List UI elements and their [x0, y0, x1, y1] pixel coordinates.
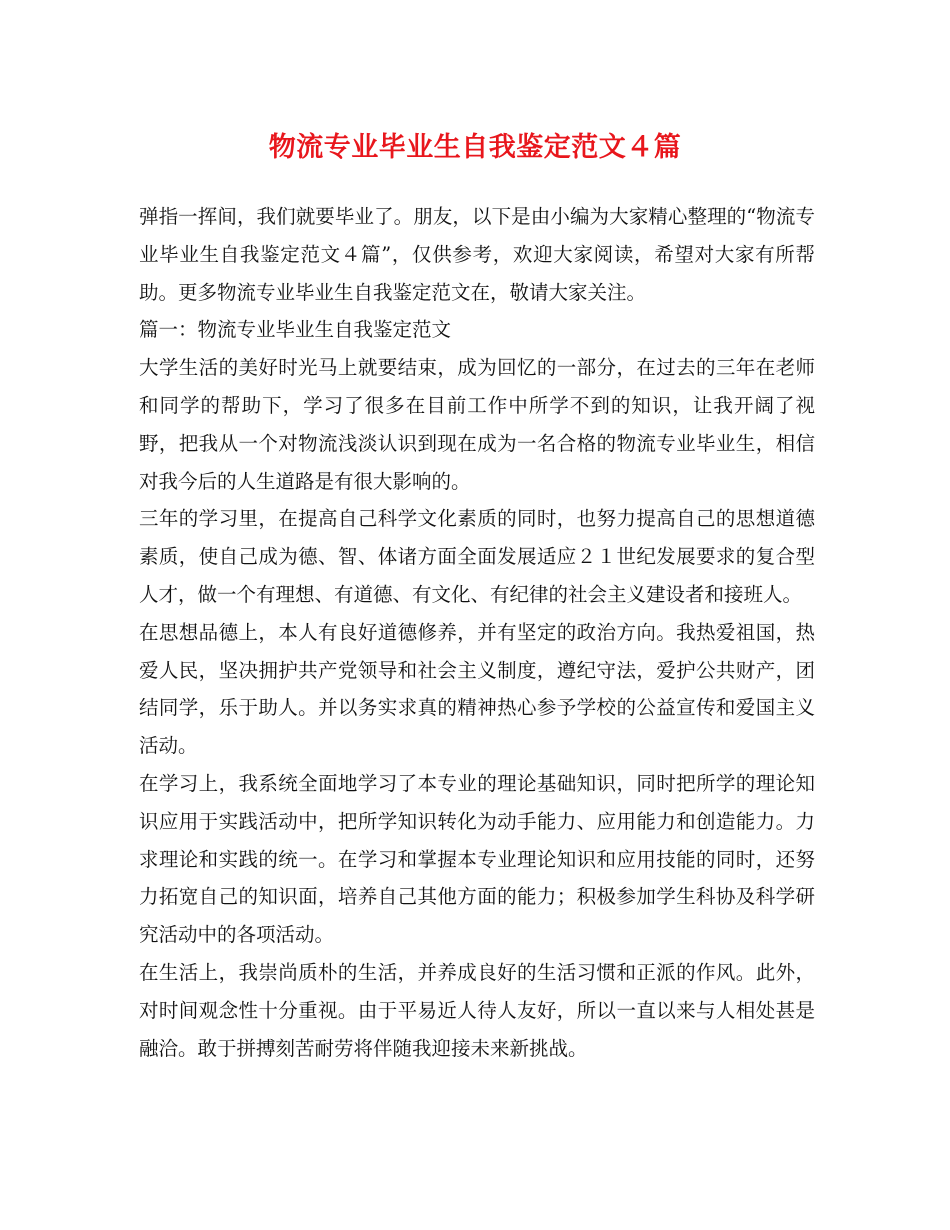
- document-title: 物流专业毕业生自我鉴定范文４篇: [268, 132, 682, 163]
- paragraph-college-life: 大学生活的美好时光马上就要结束，成为回忆的一部分，在过去的三年在老师和同学的帮助下，学习了很多在目前工作中所学不到的知识，让我开阔了视野，把我从一个对物流浅淡认识到现在成为一名合格的物流专业毕业生，相信对我今后的人生道路是有很大影响的。: [139, 356, 815, 493]
- paragraph-life: 在生活上，我崇尚质朴的生活，并养成良好的生活习惯和正派的作风。此外，对时间观念性十分重视。由于平易近人待人友好，所以一直以来与人相处甚是融洽。敢于拼搏刻苦耐劳将伴随我迎接未来新挑战。: [139, 960, 815, 1060]
- paragraph-study: 在学习上，我系统全面地学习了本专业的理论基础知识，同时把所学的理论知识应用于实践活动中，把所学知识转化为动手能力、应用能力和创造能力。力求理论和实践的统一。在学习和掌握本专业理论知识和应用技能的同时，还努力拓宽自己的知识面，培养自己其他方面的能力；积极参加学生科协及科学研究活动中的各项活动。: [139, 771, 815, 947]
- section-heading: 篇一：物流专业毕业生自我鉴定范文: [139, 318, 452, 342]
- paragraph-ideology: 在思想品德上，本人有良好道德修养，并有坚定的政治方向。我热爱祖国，热爱人民，坚决拥护共产党领导和社会主义制度，遵纪守法，爱护公共财产，团结同学，乐于助人。并以务实求真的精神热心参予学校的公益宣传和爱国主义活动。: [139, 620, 815, 758]
- document-body: [139, 198, 815, 1067]
- paragraph-three-years: 三年的学习里，在提高自己科学文化素质的同时，也努力提高自己的思想道德素质，使自己成为德、智、体诸方面全面发展适应２１世纪发展要求的复合型人才，做一个有理想、有道德、有文化、有纪律的社会主义建设者和接班人。: [139, 507, 815, 606]
- paragraph-intro: 弹指一挥间，我们就要毕业了。朋友，以下是由小编为大家精心整理的“物流专业毕业生自我鉴定范文４篇”，仅供参考，欢迎大家阅读，希望对大家有所帮助。更多物流专业毕业生自我鉴定范文在，敬请大家关注。: [139, 205, 815, 304]
